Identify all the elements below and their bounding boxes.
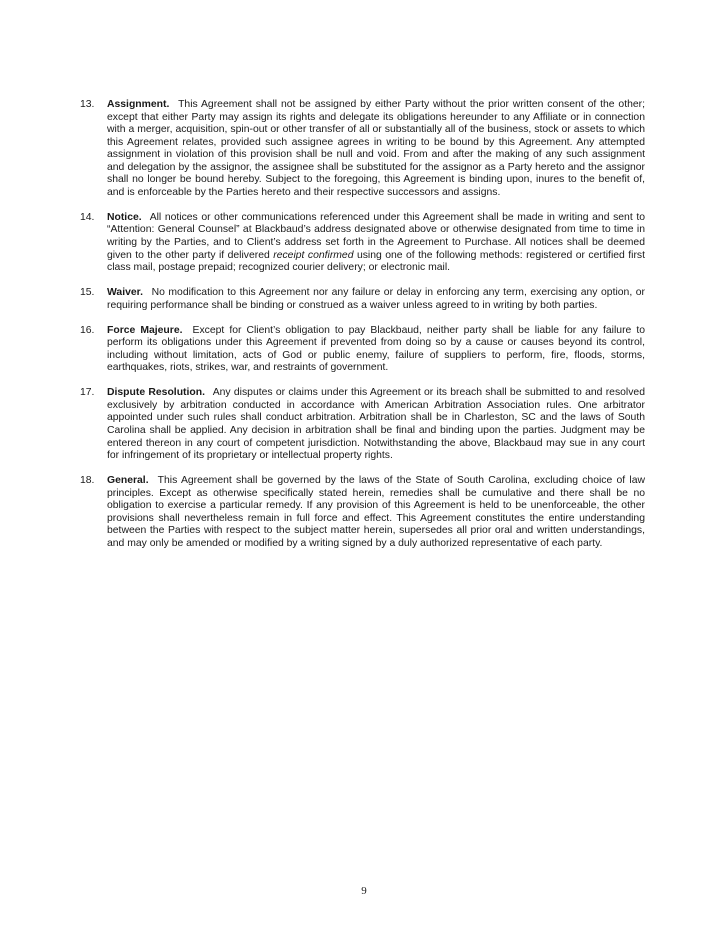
clause-text: This Agreement shall not be assigned by either Party without the prior written consent of the other; except that either Party may assign its rights and delegate its obligations hereunder to any Affiliate or in connection with a merger, acquisition, spin-out or other transfer of all or substantially all of the business, stock or assets to which this Agreement relates, provided such assignee agrees in writing to be bound by this Agreement. Any attempted assignment in violation of this provision shall be null and void. From and after the making of any such assignment and delegation by the assignor, the assignee shall be substituted for the assignor as a Party hereto and the assignor shall no longer be bound hereby. Subject to the foregoing, this Agreement is binding upon, inures to the benefit of, and is enforceable by the Parties hereto and their respective successors and assigns. <box>107 99 645 198</box>
clause-waiver <box>80 287 645 312</box>
clause-number: 18. <box>80 475 95 487</box>
clause-assignment <box>80 99 645 199</box>
clause-heading: Notice. <box>107 211 142 223</box>
clause-number: 15. <box>80 287 95 299</box>
clause-heading: Waiver. <box>107 287 144 299</box>
clause-text: No modification to this Agreement nor any failure or delay in enforcing any term, exercising any option, or requiring performance shall be binding or construed as a waiver unless agreed to in writing by both parties. <box>107 287 645 311</box>
page-number: 9 <box>361 885 367 897</box>
clause-text: All notices or other communications referenced under this Agreement shall be made in writing and sent to “Attention: General Counsel” at Blackbaud’s address designated above or otherwise designated from time to time in writing by the Parties, and to Client’s address set forth in the Agreement to Purchase. All notices shall be deemed given to the other party if delivered <box>107 211 645 261</box>
clause-number: 14. <box>80 211 95 223</box>
clause-number: 13. <box>80 99 95 110</box>
clause-dispute-resolution <box>80 387 645 462</box>
clause-heading: Dispute Resolution. <box>107 387 205 399</box>
clause-text: Any disputes or claims under this Agreement or its breach shall be submitted to and resolved exclusively by arbitration conducted in accordance with American Arbitration Association rules. One arbitrator appointed under such rules shall conduct arbitration. Arbitration shall be in Charleston, SC and the laws of South Carolina shall be applied. Any decision in arbitration shall be final and binding upon the parties. Judgment may be entered thereon in any court of competent jurisdiction. Notwithstanding the above, Blackbaud may sue in any court for infringement of its proprietary or intellectual property rights. <box>107 387 645 462</box>
clause-notice <box>80 212 645 275</box>
clause-heading: Force Majeure. <box>107 324 183 336</box>
clause-heading: General. <box>107 475 149 487</box>
clause-emphasis: receipt confirmed <box>273 249 354 261</box>
clause-heading: Assignment. <box>107 99 170 110</box>
clause-force-majeure <box>80 325 645 375</box>
clause-text: This Agreement shall be governed by the laws of the State of South Carolina, excluding choice of law principles. Except as otherwise specifically stated herein, remedies shall be cumulative and there shall be no obligation to exercise a particular remedy. If any provision of this Agreement is held to be unenforceable, the other provisions shall nevertheless remain in full force and effect. This Agreement constitutes the entire understanding between the Parties with respect to the subject matter herein, supersedes all prior oral and written understandings, and may only be amended or modified by a writing signed by a duly authorized representative of each party. <box>107 475 646 549</box>
clause-text-continued: using one of the following methods: registered or certified first class mail, postage prepaid; recognized courier delivery; or electronic mail. <box>107 249 645 274</box>
clause-general <box>80 475 645 550</box>
clause-text: Except for Client’s obligation to pay Blackbaud, neither party shall be liable for any failure to perform its obligations under this Agreement if prevented from doing so by a cause or causes beyond its control, including without limitation, acts of God or public enemy, failure of suppliers to perform, fire, floods, storms, earthquakes, riots, strikes, war, and restraints of government. <box>107 324 646 374</box>
clause-list <box>80 99 645 550</box>
clause-number: 16. <box>80 324 95 336</box>
clause-number: 17. <box>80 387 95 399</box>
